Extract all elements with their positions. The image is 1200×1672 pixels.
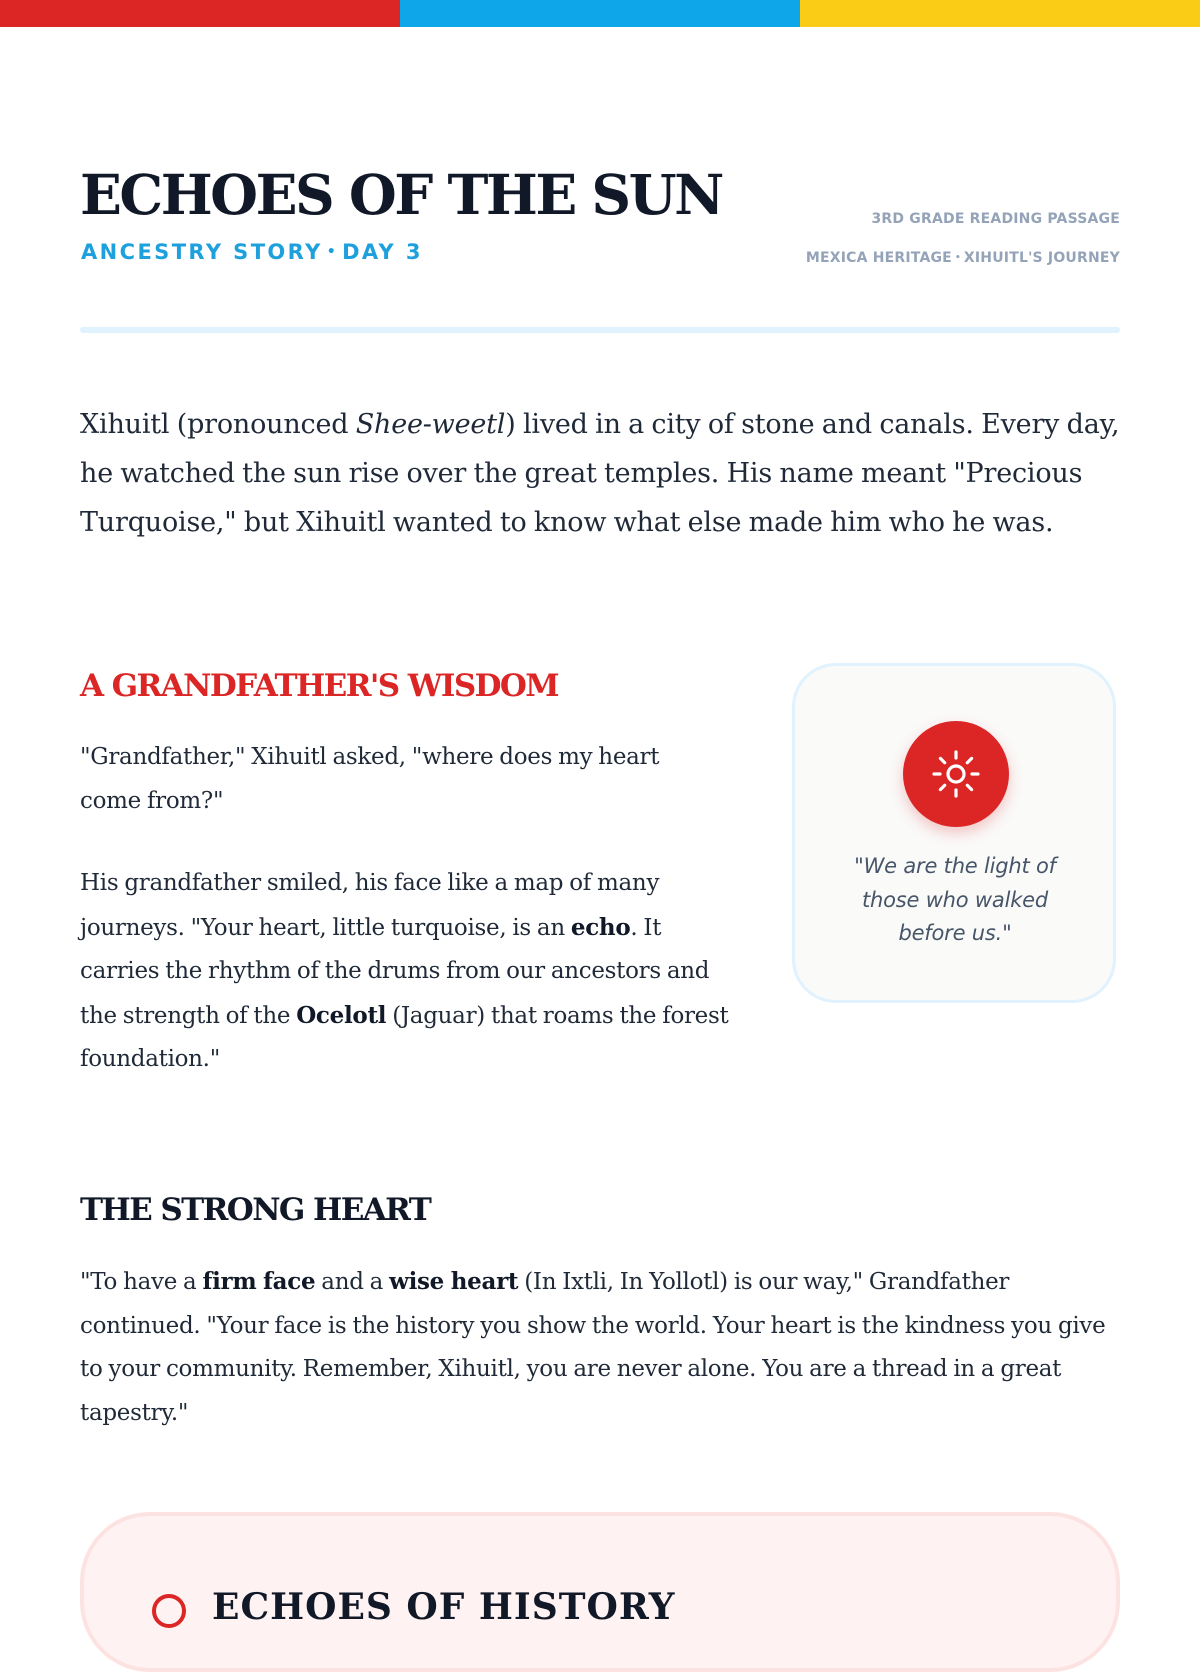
echoes-of-history-callout xyxy=(80,1512,1120,1672)
term-wise-heart: wise heart xyxy=(389,1268,519,1295)
subtitle-story: ANCESTRY STORY xyxy=(81,240,323,264)
stripe-yellow xyxy=(800,0,1200,27)
meta-separator: • xyxy=(954,253,961,263)
stripe-red xyxy=(0,0,400,27)
wisdom-text-a: His grandfather smiled, his face like a map of many journeys. "Your heart, little turquoise, is an xyxy=(80,870,660,941)
meta-journey: XIHUITL'S JOURNEY xyxy=(963,250,1120,266)
meta-grade: 3RD GRADE READING PASSAGE xyxy=(871,211,1120,227)
term-ocelotl: Ocelotl xyxy=(296,1001,387,1029)
term-echo: echo xyxy=(570,913,631,941)
wisdom-paragraph-1: "Grandfather," Xihuitl asked, "where does my heart come from?" xyxy=(80,744,660,814)
subtitle-separator: • xyxy=(326,244,339,260)
sun-icon xyxy=(928,746,984,802)
term-firm-face: firm face xyxy=(202,1268,316,1295)
meta-heritage-line xyxy=(806,250,1120,266)
subtitle xyxy=(81,240,423,264)
wisdom-paragraph-2 xyxy=(80,862,730,1082)
pronunciation: Shee-weetl xyxy=(355,409,506,440)
quote-card xyxy=(792,663,1116,1003)
color-stripe xyxy=(0,0,1200,27)
section-heading-strong-heart: THE STRONG HEART xyxy=(80,1192,431,1228)
section-heading-wisdom: A GRANDFATHER'S WISDOM xyxy=(80,668,559,704)
intro-text-b: ) lived in a city of stone and canals. Every day, he watched the sun rise over the great temples. His name meant "Precious Turquoise," but Xihuitl wanted to know what else made him who he was. xyxy=(80,409,1120,538)
wisdom-text-b: . It carries the rhythm of the drums from our ancestors and the strength of the xyxy=(80,914,710,1029)
strong-heart-paragraph xyxy=(80,1260,1130,1435)
intro-text-a: Xihuitl (pronounced xyxy=(80,409,356,440)
header-divider xyxy=(80,327,1120,333)
heart-text-c: (In Ixtli, In Yollotl) is our way," Grandfather continued. "Your face is the history you show the world. Your heart is the kindness you give to your community. Remember, Xihuitl, you are never alone. You are a thread in a great tapestry." xyxy=(80,1269,1106,1426)
stripe-blue xyxy=(400,0,800,27)
subtitle-day: DAY 3 xyxy=(342,240,423,264)
sun-badge xyxy=(903,721,1009,827)
circle-icon xyxy=(152,1594,186,1628)
page-title: ECHOES OF THE SUN xyxy=(80,162,722,227)
wisdom-text-c: (Jaguar) that roams the forest foundation." xyxy=(80,1002,729,1072)
quote-text: "We are the light of those who walked before us." xyxy=(854,854,1056,945)
meta-heritage: MEXICA HERITAGE xyxy=(805,250,952,266)
intro-paragraph xyxy=(80,400,1120,547)
callout-title: ECHOES OF HISTORY xyxy=(212,1586,676,1628)
heart-text-b: and a xyxy=(315,1269,390,1295)
heart-text-a: "To have a xyxy=(80,1269,203,1295)
